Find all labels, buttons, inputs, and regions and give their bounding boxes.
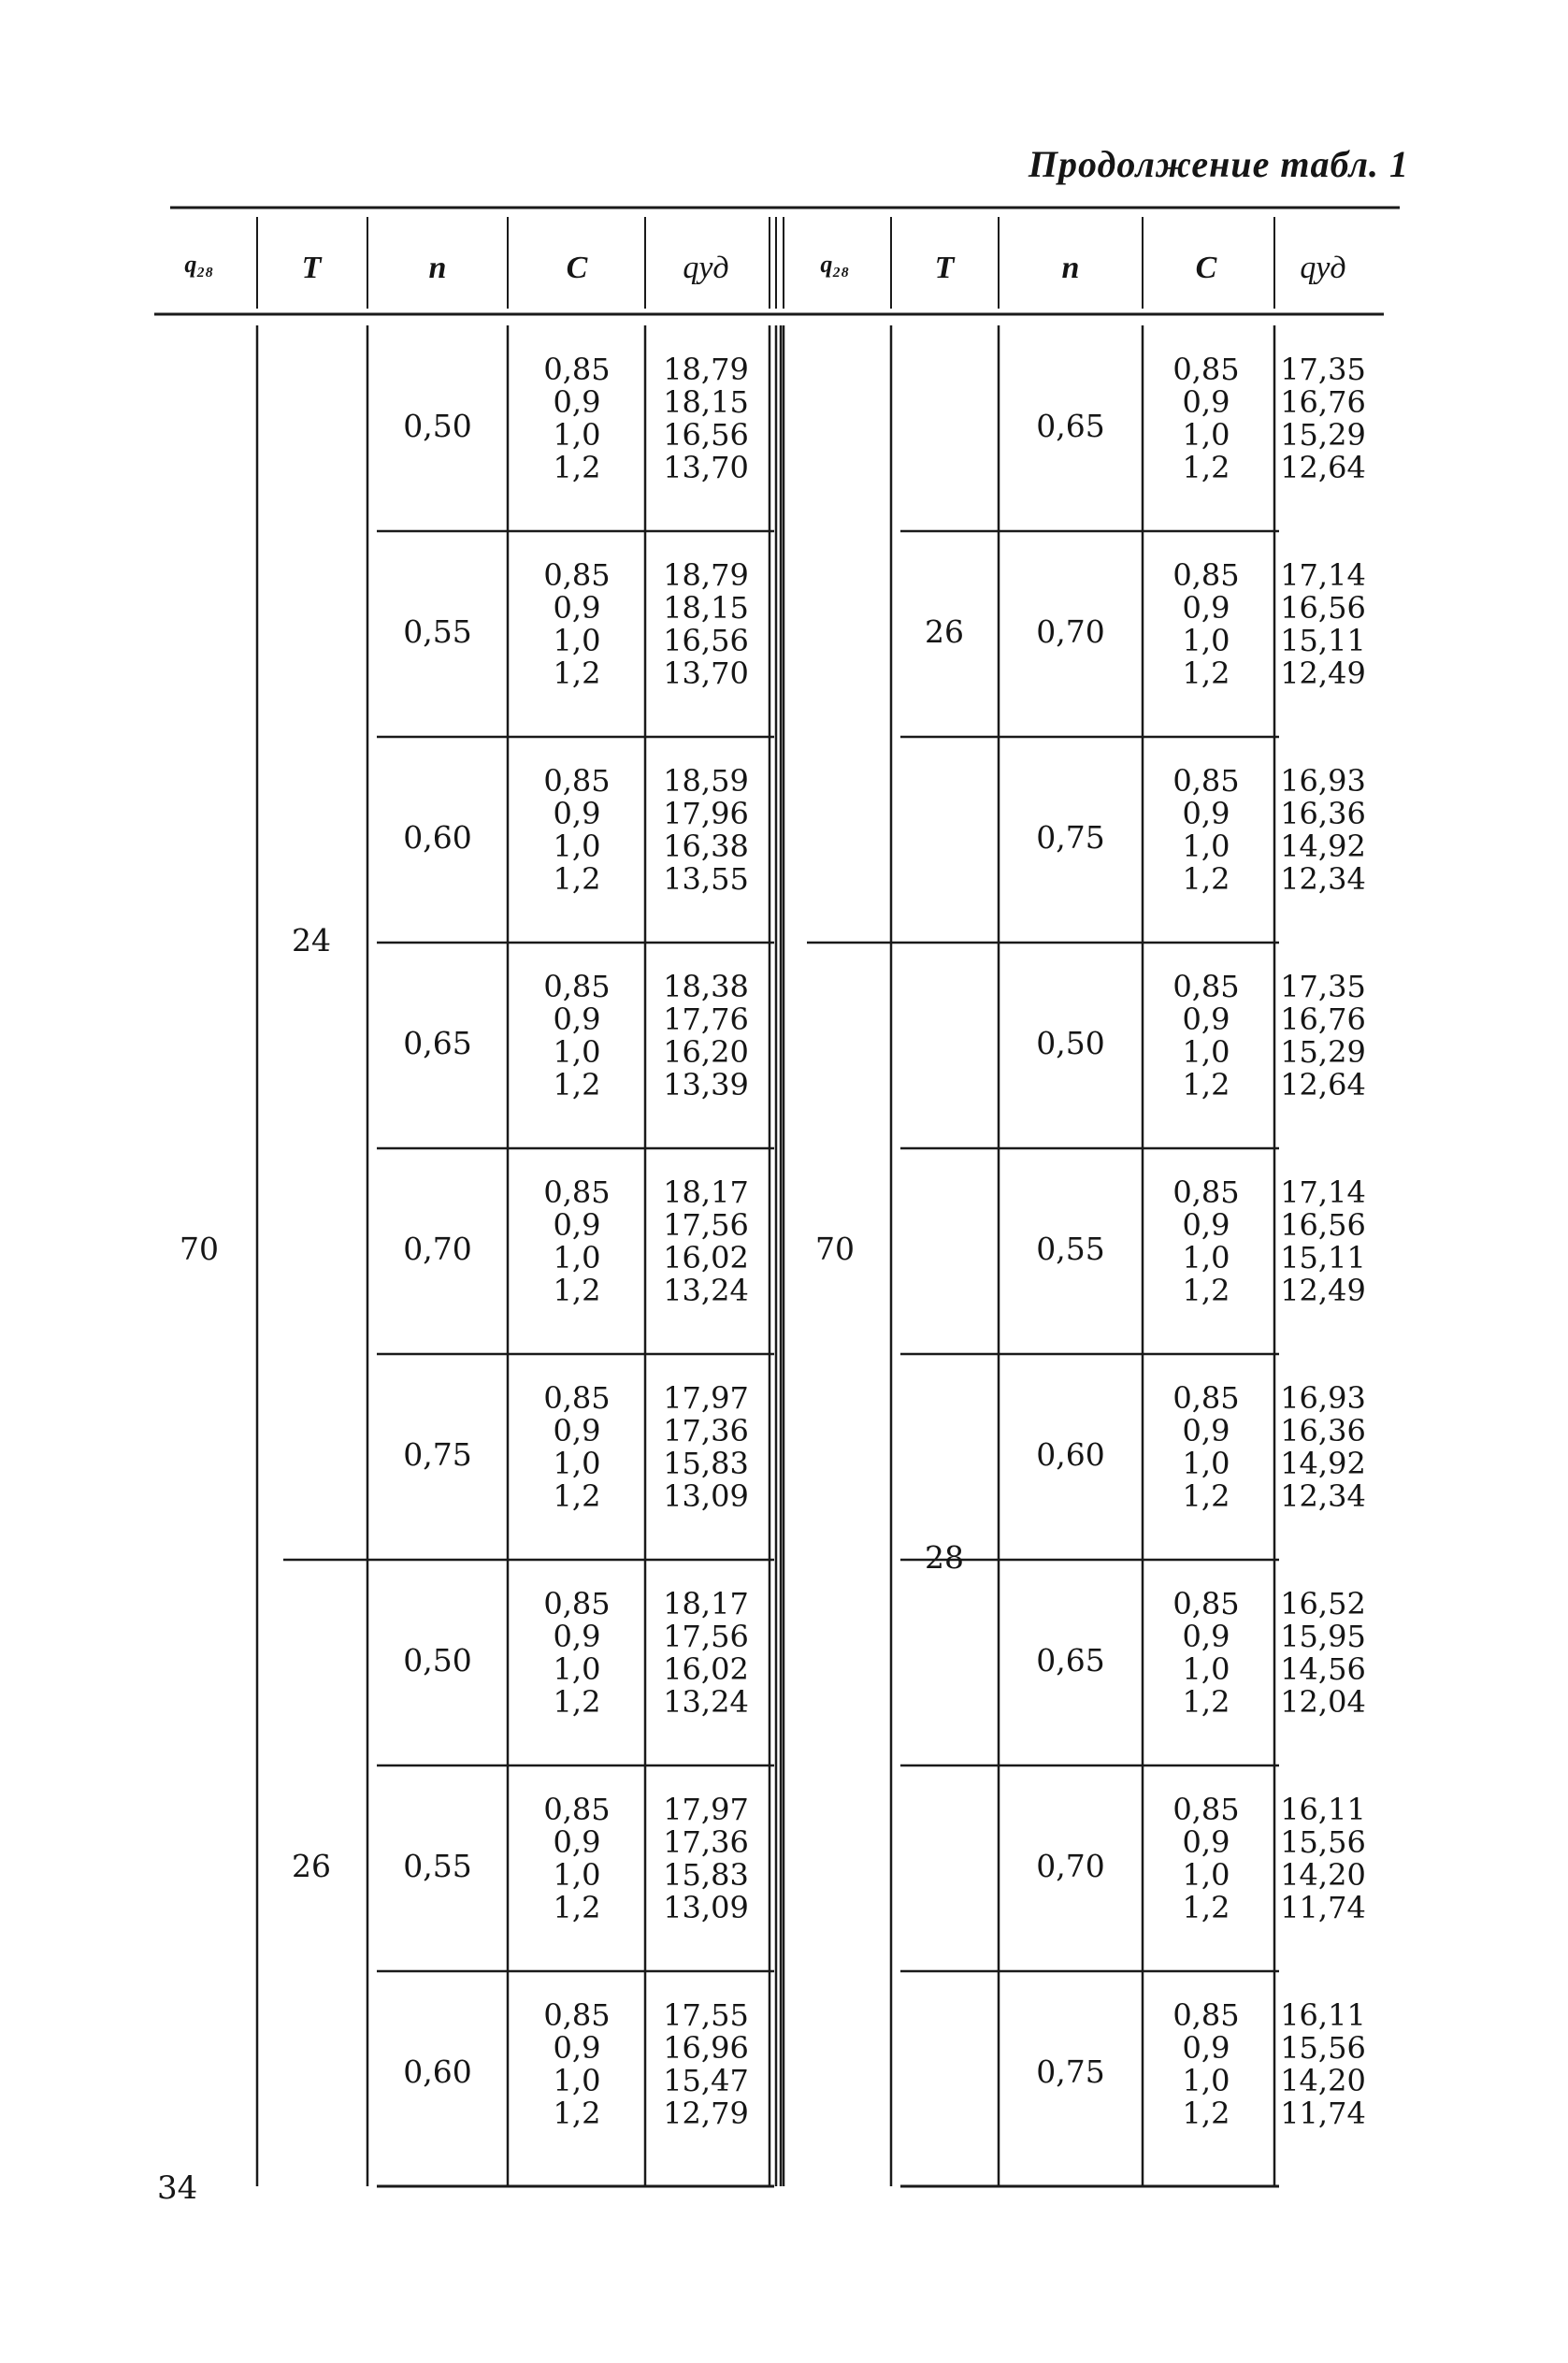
- right-qud-values-value: 16,36: [1280, 1413, 1366, 1448]
- left-c-values-value: 0,9: [553, 796, 601, 831]
- right-qud-values-value: 12,64: [1280, 1067, 1366, 1102]
- right-qud-values-value: 15,29: [1280, 1034, 1366, 1070]
- right-header-qud: qуд: [1300, 251, 1346, 285]
- left-n-value: 0,65: [403, 1025, 472, 1061]
- left-c-values-value: 0,9: [553, 590, 601, 626]
- left-qud-values-value: 13,09: [663, 1890, 749, 1925]
- right-qud-values-value: 17,35: [1280, 352, 1366, 387]
- right-qud-values-value: 16,11: [1280, 1792, 1366, 1827]
- left-c-values-value: 0,85: [543, 1792, 611, 1827]
- left-c-values-value: 1,0: [553, 1651, 601, 1687]
- right-header-c: C: [1195, 251, 1217, 285]
- right-qud-values-value: 17,14: [1280, 1174, 1366, 1210]
- right-c-values-value: 0,85: [1172, 557, 1240, 593]
- left-c-values: [521, 765, 633, 896]
- left-c-values-value: 1,2: [553, 861, 601, 897]
- right-t-value: 26: [925, 613, 964, 650]
- left-qud-values: [650, 1999, 762, 2130]
- right-c-values-value: 1,2: [1182, 1684, 1230, 1720]
- left-qud-values-value: 17,56: [663, 1207, 749, 1243]
- right-n-value: 0,50: [1036, 1025, 1105, 1061]
- left-qud-values: [650, 1382, 762, 1513]
- left-qud-values-value: 13,09: [663, 1478, 749, 1514]
- left-qud-values-value: 15,47: [663, 2063, 749, 2098]
- left-qud-values-value: 16,96: [663, 2030, 749, 2066]
- right-qud-values-value: 15,95: [1280, 1619, 1366, 1654]
- right-c-values-value: 0,9: [1182, 384, 1230, 420]
- right-n-value: 0,70: [1036, 613, 1105, 650]
- left-c-values-value: 0,9: [553, 1619, 601, 1654]
- left-c-values: [521, 1999, 633, 2130]
- right-qud-values-value: 11,74: [1280, 1890, 1366, 1925]
- right-n-value: 0,70: [1036, 1848, 1105, 1884]
- left-header-c: C: [566, 251, 588, 285]
- left-c-values-value: 1,2: [553, 656, 601, 691]
- right-qud-values-value: 14,20: [1280, 1857, 1366, 1893]
- left-qud-values-value: 13,70: [663, 656, 749, 691]
- left-qud-values-value: 17,56: [663, 1619, 749, 1654]
- right-c-values: [1150, 1588, 1262, 1719]
- right-c-values-value: 1,0: [1182, 1240, 1230, 1275]
- left-qud-values-value: 17,96: [663, 796, 749, 831]
- left-c-values: [521, 1382, 633, 1513]
- right-header-q: q₂₈: [820, 251, 850, 278]
- left-t-value: 24: [292, 922, 331, 958]
- right-c-values: [1150, 1999, 1262, 2130]
- right-c-values-value: 1,0: [1182, 417, 1230, 453]
- left-qud-values: [650, 1176, 762, 1307]
- left-qud-values-value: 16,02: [663, 1651, 749, 1687]
- left-c-values-value: 0,85: [543, 969, 611, 1004]
- right-qud-values-value: 12,34: [1280, 1478, 1366, 1514]
- left-c-values-value: 1,0: [553, 828, 601, 864]
- right-c-values: [1150, 353, 1262, 484]
- left-c-values-value: 1,0: [553, 1857, 601, 1893]
- left-c-values-value: 0,85: [543, 1174, 611, 1210]
- left-qud-values-value: 13,24: [663, 1684, 749, 1720]
- left-c-values-value: 0,9: [553, 1207, 601, 1243]
- right-n-value: 0,65: [1036, 408, 1105, 444]
- left-qud-values-value: 16,38: [663, 828, 749, 864]
- right-qud-values-value: 12,64: [1280, 450, 1366, 485]
- right-qud-values: [1267, 559, 1379, 690]
- left-qud-values-value: 15,83: [663, 1857, 749, 1893]
- right-c-values-value: 0,9: [1182, 1001, 1230, 1037]
- left-c-values: [521, 1588, 633, 1719]
- left-c-values: [521, 971, 633, 1102]
- left-qud-values-value: 12,79: [663, 2096, 749, 2131]
- right-c-values-value: 0,85: [1172, 1586, 1240, 1621]
- right-c-values-value: 0,85: [1172, 763, 1240, 799]
- left-n-value: 0,55: [403, 1848, 472, 1884]
- table-caption: Продолжение табл. 1: [1028, 143, 1409, 185]
- left-qud-values-value: 16,20: [663, 1034, 749, 1070]
- left-header-q: q₂₈: [184, 251, 214, 278]
- right-c-values-value: 0,85: [1172, 1174, 1240, 1210]
- left-c-values-value: 0,9: [553, 1413, 601, 1448]
- right-qud-values-value: 16,52: [1280, 1586, 1366, 1621]
- left-qud-values-value: 18,59: [663, 763, 749, 799]
- left-n-value: 0,50: [403, 408, 472, 444]
- right-qud-values-value: 12,04: [1280, 1684, 1366, 1720]
- left-header-qud: qуд: [683, 251, 729, 285]
- right-c-values-value: 1,0: [1182, 1034, 1230, 1070]
- right-qud-values-value: 15,29: [1280, 417, 1366, 453]
- left-c-values: [521, 353, 633, 484]
- left-c-values-value: 1,0: [553, 417, 601, 453]
- right-qud-values: [1267, 1382, 1379, 1513]
- right-c-values-value: 0,9: [1182, 1619, 1230, 1654]
- right-c-values-value: 1,0: [1182, 623, 1230, 658]
- right-c-values-value: 1,2: [1182, 1067, 1230, 1102]
- right-qud-values-value: 15,56: [1280, 2030, 1366, 2066]
- left-c-values-value: 1,2: [553, 2096, 601, 2131]
- right-c-values: [1150, 971, 1262, 1102]
- right-c-values-value: 1,2: [1182, 1890, 1230, 1925]
- right-c-values-value: 0,85: [1172, 969, 1240, 1004]
- right-qud-values-value: 16,36: [1280, 796, 1366, 831]
- left-qud-values-value: 17,97: [663, 1380, 749, 1416]
- left-c-values-value: 1,0: [553, 1240, 601, 1275]
- right-qud-values-value: 15,56: [1280, 1824, 1366, 1860]
- left-qud-values-value: 18,79: [663, 557, 749, 593]
- left-c-values-value: 1,2: [553, 1890, 601, 1925]
- right-qud-values-value: 14,92: [1280, 1446, 1366, 1481]
- left-qud-values: [650, 971, 762, 1102]
- right-c-values-value: 1,0: [1182, 1651, 1230, 1687]
- right-qud-values-value: 17,14: [1280, 557, 1366, 593]
- left-qud-values-value: 18,79: [663, 352, 749, 387]
- right-qud-values-value: 16,76: [1280, 1001, 1366, 1037]
- right-c-values: [1150, 1794, 1262, 1924]
- right-c-values-value: 0,85: [1172, 1380, 1240, 1416]
- left-qud-values-value: 15,83: [663, 1446, 749, 1481]
- right-qud-values: [1267, 1794, 1379, 1924]
- right-qud-values: [1267, 971, 1379, 1102]
- left-c-values-value: 0,85: [543, 1380, 611, 1416]
- left-qud-values: [650, 765, 762, 896]
- right-c-values-value: 0,9: [1182, 1824, 1230, 1860]
- left-qud-values-value: 18,15: [663, 590, 749, 626]
- left-qud-values-value: 13,24: [663, 1273, 749, 1308]
- right-c-values-value: 1,2: [1182, 2096, 1230, 2131]
- right-c-values-value: 1,2: [1182, 656, 1230, 691]
- right-c-values-value: 0,85: [1172, 1997, 1240, 2033]
- right-c-values: [1150, 765, 1262, 896]
- right-n-value: 0,60: [1036, 1436, 1105, 1473]
- left-c-values-value: 1,2: [553, 1478, 601, 1514]
- left-t-value: 26: [292, 1848, 331, 1884]
- left-c-values-value: 1,0: [553, 2063, 601, 2098]
- left-header-n: n: [428, 251, 447, 285]
- left-c-values-value: 0,9: [553, 1824, 601, 1860]
- right-c-values-value: 1,2: [1182, 1478, 1230, 1514]
- left-qud-values: [650, 1794, 762, 1924]
- right-qud-values-value: 12,34: [1280, 861, 1366, 897]
- left-qud-values-value: 13,70: [663, 450, 749, 485]
- left-c-values-value: 0,85: [543, 557, 611, 593]
- left-c-values-value: 1,2: [553, 1273, 601, 1308]
- right-c-values-value: 1,0: [1182, 1857, 1230, 1893]
- right-header-n: n: [1061, 251, 1080, 285]
- left-c-values: [521, 1794, 633, 1924]
- left-c-values-value: 1,2: [553, 450, 601, 485]
- right-qud-values-value: 16,56: [1280, 590, 1366, 626]
- left-n-value: 0,50: [403, 1642, 472, 1679]
- left-c-values: [521, 559, 633, 690]
- left-q-value: 70: [180, 1231, 219, 1267]
- right-qud-values: [1267, 765, 1379, 896]
- right-qud-values: [1267, 1999, 1379, 2130]
- right-c-values-value: 1,0: [1182, 2063, 1230, 2098]
- right-c-values-value: 1,0: [1182, 828, 1230, 864]
- left-qud-values: [650, 1588, 762, 1719]
- left-qud-values-value: 13,39: [663, 1067, 749, 1102]
- right-qud-values-value: 16,93: [1280, 763, 1366, 799]
- right-qud-values-value: 16,93: [1280, 1380, 1366, 1416]
- right-qud-values-value: 16,11: [1280, 1997, 1366, 2033]
- left-c-values-value: 0,85: [543, 352, 611, 387]
- right-n-value: 0,75: [1036, 2053, 1105, 2090]
- right-n-value: 0,65: [1036, 1642, 1105, 1679]
- left-c-values: [521, 1176, 633, 1307]
- left-qud-values-value: 16,02: [663, 1240, 749, 1275]
- left-qud-values: [650, 559, 762, 690]
- left-n-value: 0,75: [403, 1436, 472, 1473]
- right-qud-values-value: 14,92: [1280, 828, 1366, 864]
- left-c-values-value: 0,9: [553, 2030, 601, 2066]
- left-qud-values-value: 13,55: [663, 861, 749, 897]
- left-qud-values-value: 18,38: [663, 969, 749, 1004]
- left-qud-values-value: 17,55: [663, 1997, 749, 2033]
- left-qud-values-value: 17,36: [663, 1824, 749, 1860]
- right-qud-values: [1267, 353, 1379, 484]
- right-c-values: [1150, 1176, 1262, 1307]
- left-c-values-value: 0,9: [553, 384, 601, 420]
- left-c-values-value: 0,85: [543, 1586, 611, 1621]
- right-n-value: 0,55: [1036, 1231, 1105, 1267]
- left-c-values-value: 1,2: [553, 1067, 601, 1102]
- right-qud-values-value: 12,49: [1280, 656, 1366, 691]
- right-qud-values: [1267, 1176, 1379, 1307]
- left-c-values-value: 1,0: [553, 1446, 601, 1481]
- right-t-value: 28: [925, 1539, 964, 1576]
- left-qud-values: [650, 353, 762, 484]
- right-qud-values-value: 12,49: [1280, 1273, 1366, 1308]
- right-qud-values-value: 16,56: [1280, 1207, 1366, 1243]
- left-c-values-value: 0,85: [543, 1997, 611, 2033]
- left-qud-values-value: 16,56: [663, 417, 749, 453]
- left-n-value: 0,60: [403, 2053, 472, 2090]
- right-qud-values-value: 16,76: [1280, 384, 1366, 420]
- right-c-values-value: 1,2: [1182, 450, 1230, 485]
- left-qud-values-value: 18,17: [663, 1586, 749, 1621]
- right-c-values-value: 0,9: [1182, 2030, 1230, 2066]
- page-number: 34: [157, 2169, 198, 2207]
- right-c-values: [1150, 559, 1262, 690]
- left-qud-values-value: 16,56: [663, 623, 749, 658]
- right-qud-values-value: 14,20: [1280, 2063, 1366, 2098]
- left-n-value: 0,70: [403, 1231, 472, 1267]
- right-c-values-value: 1,2: [1182, 1273, 1230, 1308]
- left-c-values-value: 1,0: [553, 623, 601, 658]
- right-qud-values-value: 11,74: [1280, 2096, 1366, 2131]
- right-qud-values-value: 15,11: [1280, 623, 1366, 658]
- left-c-values-value: 1,2: [553, 1684, 601, 1720]
- left-n-value: 0,60: [403, 819, 472, 856]
- right-c-values: [1150, 1382, 1262, 1513]
- right-c-values-value: 1,0: [1182, 1446, 1230, 1481]
- left-header-t: T: [301, 251, 322, 285]
- right-qud-values: [1267, 1588, 1379, 1719]
- left-n-value: 0,55: [403, 613, 472, 650]
- right-qud-values-value: 15,11: [1280, 1240, 1366, 1275]
- right-c-values-value: 0,9: [1182, 1207, 1230, 1243]
- left-c-values-value: 1,0: [553, 1034, 601, 1070]
- left-c-values-value: 0,85: [543, 763, 611, 799]
- right-c-values-value: 1,2: [1182, 861, 1230, 897]
- right-c-values-value: 0,9: [1182, 1413, 1230, 1448]
- left-qud-values-value: 18,15: [663, 384, 749, 420]
- left-qud-values-value: 17,36: [663, 1413, 749, 1448]
- right-c-values-value: 0,85: [1172, 352, 1240, 387]
- right-c-values-value: 0,9: [1182, 796, 1230, 831]
- right-q-value: 70: [815, 1231, 855, 1267]
- right-header-t: T: [934, 251, 955, 285]
- right-c-values-value: 0,9: [1182, 590, 1230, 626]
- right-qud-values-value: 14,56: [1280, 1651, 1366, 1687]
- left-qud-values-value: 17,76: [663, 1001, 749, 1037]
- right-qud-values-value: 17,35: [1280, 969, 1366, 1004]
- left-c-values-value: 0,9: [553, 1001, 601, 1037]
- left-qud-values-value: 18,17: [663, 1174, 749, 1210]
- right-c-values-value: 0,85: [1172, 1792, 1240, 1827]
- right-n-value: 0,75: [1036, 819, 1105, 856]
- left-qud-values-value: 17,97: [663, 1792, 749, 1827]
